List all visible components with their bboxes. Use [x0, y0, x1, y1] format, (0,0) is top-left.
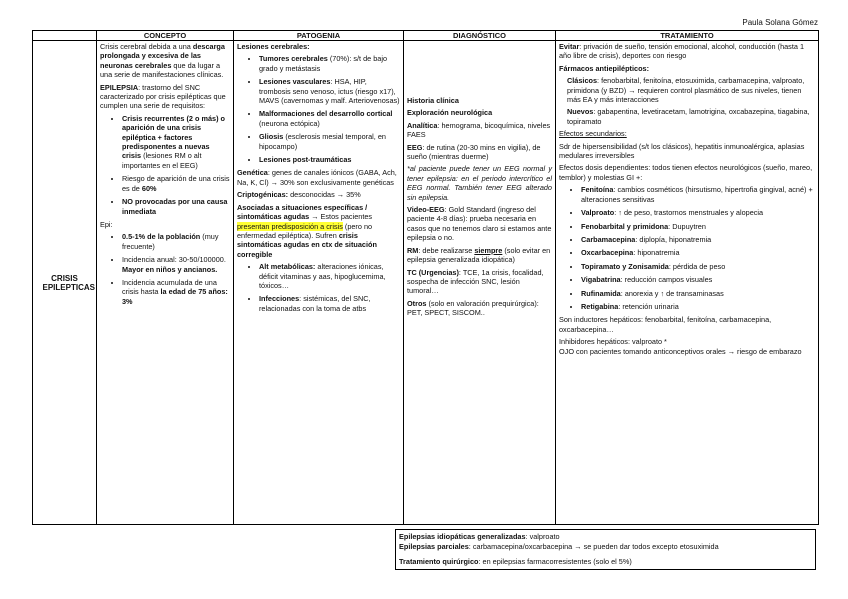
epi-list [100, 232, 230, 306]
header-row [33, 31, 819, 41]
list-item: • Alt metabólicas: alteraciones iónicas, déficit vitaminas y aas, hipoglucemima, tóxicos… [259, 262, 400, 290]
inhibidores-text: Inhibidores hepáticos: valproato * [559, 337, 667, 347]
list-item: • Lesiones post-traumáticas [259, 155, 400, 164]
list-item: • Fenobarbital y primidona: Dupuytren [581, 222, 815, 231]
list-item: • Gliosis (esclerosis mesial temporal, en hipocampo) [259, 132, 400, 151]
summary-table [32, 30, 819, 525]
list-item: • Vigabatrina: reducción campos visuales [581, 275, 815, 284]
note-idiopaticas: Epilepsias idiopáticas generalizadas: valproato [399, 532, 560, 541]
rm-text: RM: debe realizarse siempre (solo evitar en epilepsia generalizada idiopática) [407, 245, 551, 265]
tratamiento-cell [556, 41, 819, 525]
list-item: • Rufinamida: anorexia y ↑ de transaminasas [581, 289, 815, 298]
list-item: • Topiramato y Zonisamida: pérdida de peso [581, 262, 815, 271]
tc-text: TC (Urgencias): TCE, 1a crisis, focalidad, sospecha de infección SNC, lesión tumoral… [407, 267, 544, 296]
otros-text: Otros (solo en valoración prequirúrgica): PET, SPECT, SISCOM.. [407, 298, 539, 318]
list-item: • Incidencia acumulada de una crisis hasta la edad de 75 años: 3% [122, 278, 230, 306]
concepto-definition: Crisis cerebral debida a una descarga prolongada y excesiva de las neuronas cerebrales que da lugar a una serie de manifestaciones clínicas. [100, 42, 225, 80]
list-item: • Lesiones vasculares: HSA, HIP, trombosis seno venoso, ictus (riesgo x17), MAVS (cavernomas y malf. Arteriovenosas) [259, 77, 400, 105]
header-concepto: CONCEPTO [97, 31, 234, 41]
list-item: • Valproato: ↑ de peso, trastornos menstruales y alopecia [581, 208, 815, 217]
list-item: • Tumores cerebrales (70%): s/t de bajo grado y metástasis [259, 54, 400, 73]
header-diagnostico: DIAGNÓSTICO [404, 31, 556, 41]
asociadas-list [237, 262, 400, 313]
historia-clinica: Historia clínica [407, 96, 459, 105]
lesiones-title: Lesiones cerebrales: [237, 42, 310, 51]
list-item: • NO provocadas por una causa inmediata [122, 197, 230, 216]
list-item: • Incidencia anual: 30-50/100000. Mayor en niños y ancianos. [122, 255, 230, 274]
inductores-text: Son inductores hepáticos: fenobarbital, fenitoína, carbamacepina, oxcarbacepina… [559, 315, 772, 334]
epi-label: Epi: [100, 219, 113, 229]
header-tratamiento: TRATAMIENTO [556, 31, 819, 41]
row-label: CRISIS EPILEPTICAS [33, 41, 97, 525]
list-item: • Crisis recurrentes (2 o más) o aparición de una crisis epiléptica + factores predisponentes a nuevas crisis (lesiones RM o alt importantes en el EEG) [122, 114, 230, 170]
eeg-note: *al paciente puede tener un EEG normal y tener epilepsia: en el periodo intercrítico el EEG normal. También tener EEG alterado sin epilepsia. [407, 164, 552, 202]
header-patogenia: PATOGENIA [234, 31, 404, 41]
criptogenicas-text: Criptogénicas: desconocidas → 35% [237, 190, 361, 200]
patogenia-cell [234, 41, 404, 525]
list-item: • Riesgo de aparición de una crisis es de 60% [122, 174, 230, 193]
analitica-text: Analítica: hemograma, bicoquímica, niveles FAES [407, 120, 551, 140]
nuevos-text: Nuevos: gabapentina, levetiracetam, lamotrigina, oxcabazepina, tiagabina, topiramato [567, 107, 810, 126]
list-item: • Malformaciones del desarrollo cortical (neurona ectópica) [259, 109, 400, 128]
lesiones-list [237, 54, 400, 164]
list-item: • Retigabina: retención urinaria [581, 302, 815, 311]
epilepsia-definition: EPILEPSIA: trastorno del SNC caracterizado por crisis epilépticas que cumplen una serie de requisitos: [100, 82, 226, 111]
note-parciales: Epilepsias parciales: carbamacepina/oxcarbacepina → se pueden dar todos excepto etosuximida [399, 542, 719, 551]
clasicos-text: Clásicos: fenobarbital, fenitoína, etosuximida, carbamacepina, valproato, primidona (y BZD) → requieren control plasmático de sus niveles, tienen más EA y más interacciones [567, 76, 805, 105]
genetica-text: Genética: genes de canales iónicos (GABA, Ach, Na, K, Cl) → 30% son exclusivamente genéticas [237, 168, 397, 187]
evitar-text: Evitar: privación de sueño, tensión emocional, alcohol, conducción (hasta 1 año libre de crisis), deportes con riesgo [559, 42, 805, 61]
list-item: • Fenitoína: cambios cosméticos (hirsutismo, hipertrofia gingival, acné) + alteraciones sensitivas [581, 185, 815, 204]
list-item: • Carbamacepina: diplopía, hiponatremia [581, 235, 815, 244]
sdr-text: Sdr de hipersensibilidad (s/t los clásicos), hepatitis inmunoalérgica, aplasias medulares irreversibles [559, 141, 805, 161]
note-quirurgico: Tratamiento quirúrgico: en epilepsias farmacorresistentes (solo el 5%) [399, 557, 632, 566]
drug-effects-list [559, 185, 815, 311]
highlight: presentan predisposición a crisis [237, 221, 343, 231]
treatment-note-box [395, 529, 816, 570]
list-item: • Oxcarbacepina: hiponatremia [581, 248, 815, 257]
asociadas-text: Asociadas a situaciones específicas / sintomáticas agudas → Estos pacientes presentan predisposición a crisis (pero no enfermedad epiléptica). Sufren crisis sintomáticas agudas en ctx de situación corregible [237, 202, 377, 259]
requisitos-list [100, 114, 230, 216]
eeg-text: EEG: de rutina (20-30 mins en vigilia), de sueño (mientras duerme) [407, 142, 541, 162]
list-item: • 0.5-1% de la población (muy frecuente) [122, 232, 230, 251]
concepto-cell [97, 41, 234, 525]
header-empty [33, 31, 97, 41]
list-item: • Infecciones: sistémicas, del SNC, relacionadas con la toma de atbs [259, 294, 400, 313]
video-eeg-text: Video-EEG: Gold Standard (ingreso del paciente 4-8 días): prueba necesaria en casos que no tenemos claro si estamos ante epilepsia o no. [407, 205, 552, 243]
efectos-title: Efectos secundarios: [559, 129, 627, 139]
ojo-text: OJO con pacientes tomando anticonceptivos orales → riesgo de embarazo [559, 346, 802, 356]
farmacos-title: Fármacos antiepilépticos: [559, 63, 650, 73]
author-name: Paula Solana Gómez [742, 18, 818, 27]
exploracion-neurologica: Exploración neurológica [407, 108, 493, 118]
diagnostico-cell [404, 41, 556, 525]
dosis-text: Efectos dosis dependientes: todos tienen efectos neurológicos (sueño, mareo, temblor) y molestias GI +: [559, 163, 813, 182]
content-row [33, 41, 819, 525]
